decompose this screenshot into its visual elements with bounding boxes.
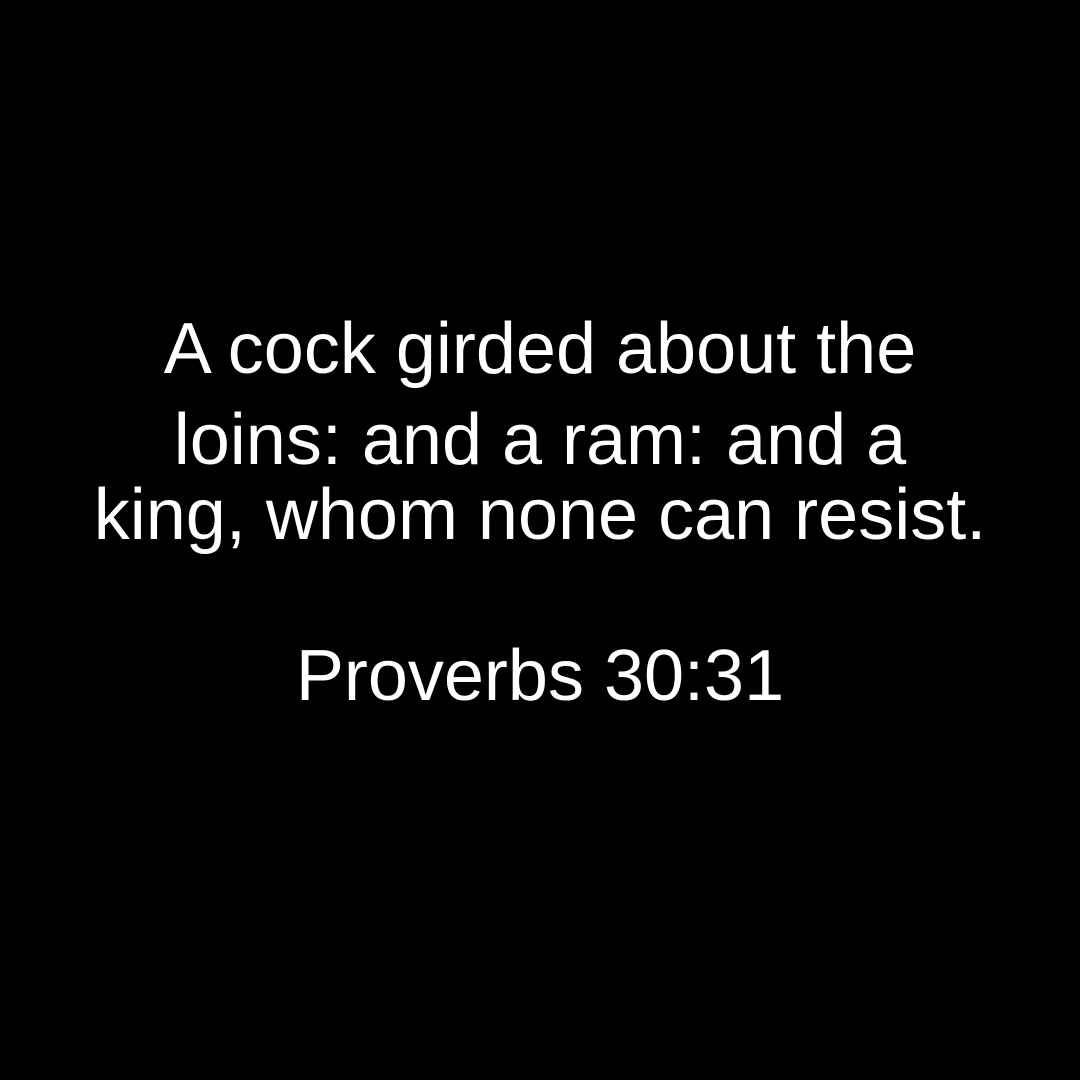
verse-line-2: loins: and a ram: and a xyxy=(173,400,907,480)
verse-line-1: A cock girded about the xyxy=(163,309,917,389)
verse-line-3: king, whom none can resist. xyxy=(93,475,987,555)
verse-reference: Proverbs 30:31 xyxy=(295,636,785,716)
